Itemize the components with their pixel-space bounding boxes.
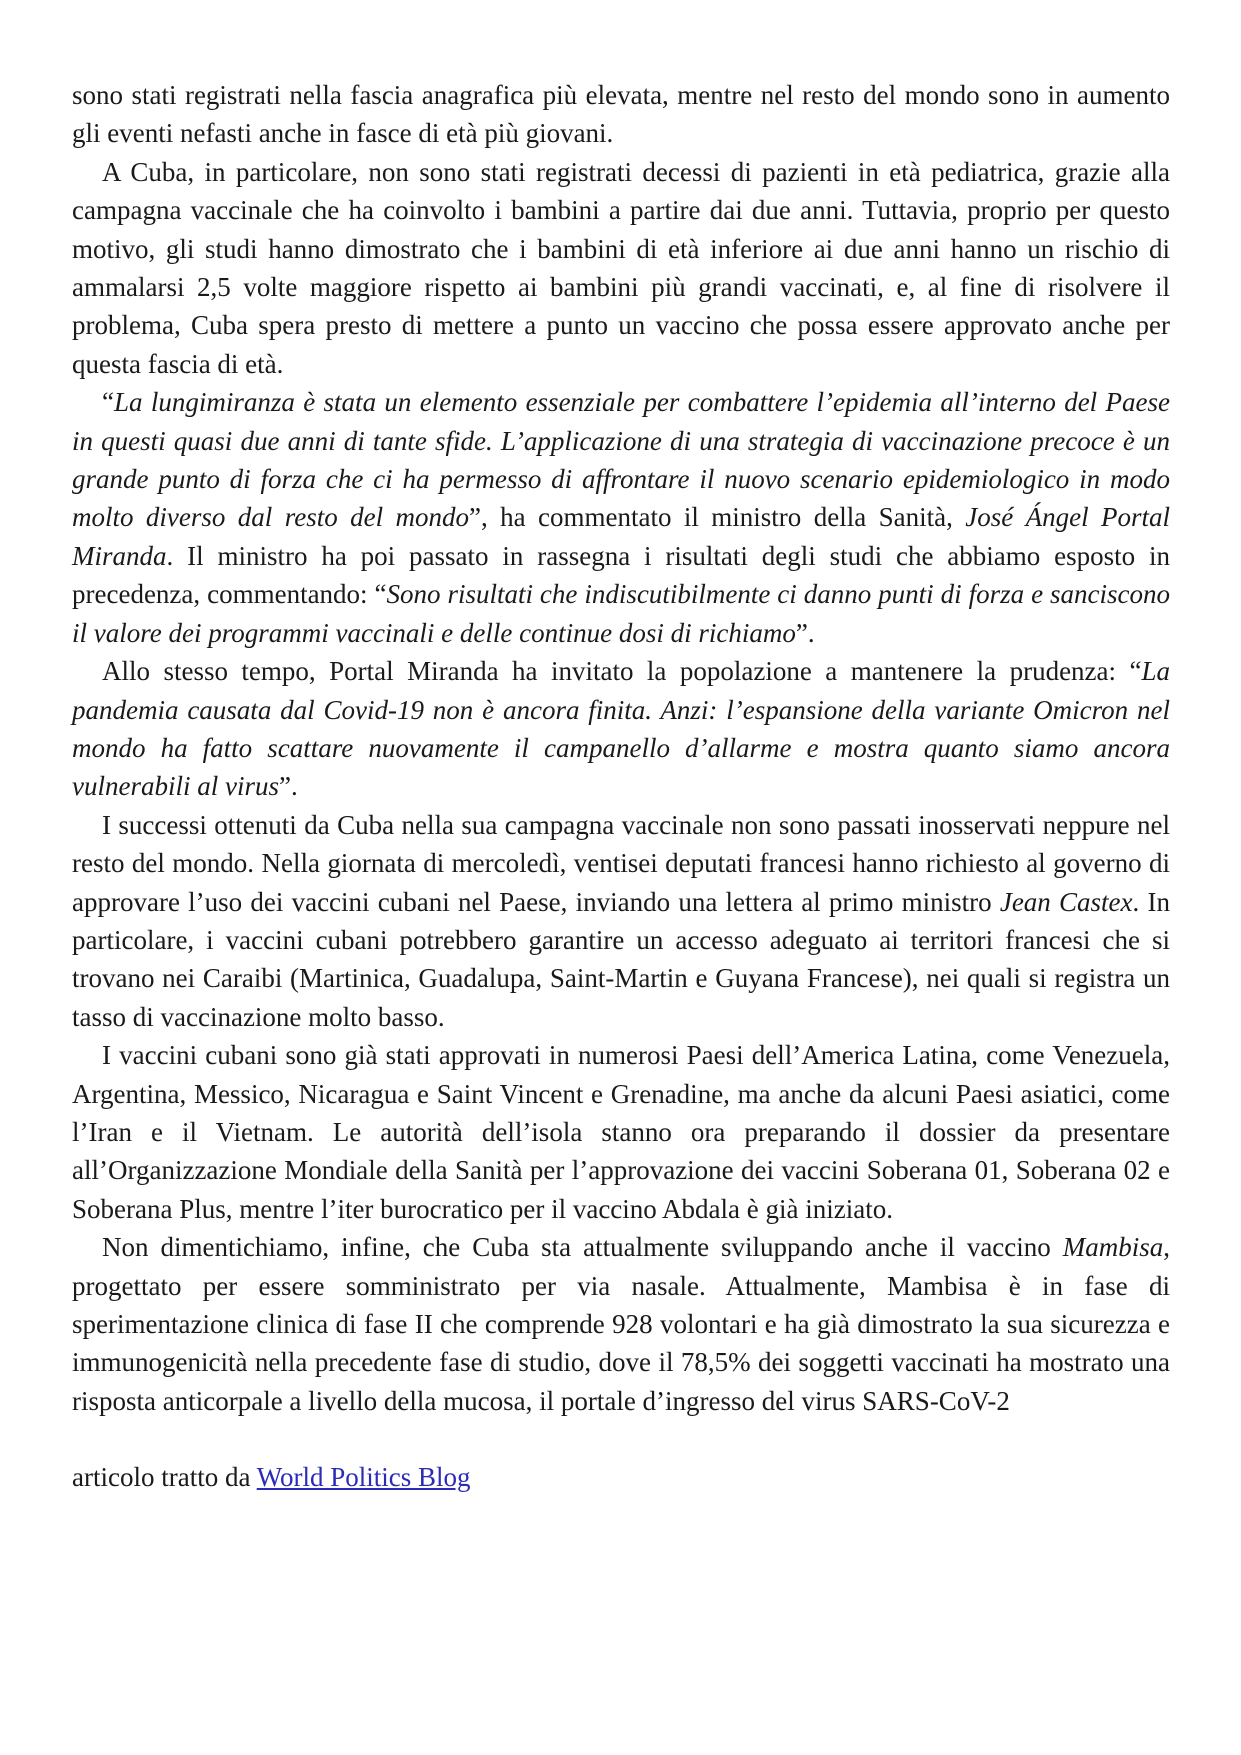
- italic-text: La pandemia causata dal Covid-19 non è ancora finita. Anzi: l’espansione della variante Omicron nel mondo ha fatto scattare nuovamente il campanello d’allarme e mostra quanto siamo ancora vulnerabili al virus: [72, 656, 1170, 802]
- text-run: . Il ministro ha poi passato in rassegna i risultati degli studi che abbiamo esposto in precedenza, commentando: “: [72, 540, 1170, 610]
- source-prefix: articolo tratto da: [72, 1462, 257, 1493]
- text-run: ”.: [795, 617, 815, 648]
- source-link[interactable]: World Politics Blog: [256, 1462, 471, 1493]
- italic-text: Sono risultati che indiscutibilmente ci danno punti di forza e sanciscono il valore dei programmi vaccinali e delle continue dosi di richiamo: [72, 579, 1170, 648]
- italic-text: La lungimiranza è stata un elemento essenziale per combattere l’epidemia all’interno del Paese in questi quasi due anni di tante sfide. L’applicazione di una strategia di vaccinazione precoce è un grande punto di forza che ci ha permesso di affrontare il nuovo scenario epidemiologico in modo molto diverso dal resto del mondo: [72, 387, 1170, 533]
- text-run: A Cuba, in particolare, non sono stati registrati decessi di pazienti in età pediatrica, grazie alla campagna vaccinale che ha coinvolto i bambini a partire dai due anni. Tuttavia, proprio per questo motivo, gli studi hanno dimostrato che i bambini di età inferiore ai due anni hanno un rischio di ammalarsi 2,5 volte maggiore rispetto ai bambini più grandi vaccinati, e, al fine di risolvere il problema, Cuba spera presto di mettere a punto un vaccino che possa essere approvato anche per questa fascia di età.: [72, 156, 1170, 379]
- text-run: Non dimentichiamo, infine, che Cuba sta attualmente sviluppando anche il vaccino: [102, 1232, 1063, 1263]
- text-run: Allo stesso tempo, Portal Miranda ha invitato la popolazione a mantenere la prudenza: “: [102, 656, 1142, 687]
- paragraph: [72, 652, 1170, 806]
- paragraph: [72, 1036, 1170, 1228]
- text-run: . In particolare, i vaccini cubani potrebbero garantire un accesso adeguato ai territori francesi che si trovano nei Caraibi (Martinica, Guadalupa, Saint-Martin e Guyana Francese), nei quali si registra un tasso di vaccinazione molto basso.: [72, 886, 1170, 1032]
- source-line: [72, 1458, 1170, 1496]
- paragraph: [72, 383, 1170, 652]
- text-run: sono stati registrati nella fascia anagrafica più elevata, mentre nel resto del mondo sono in aumento gli eventi nefasti anche in fasce di età più giovani.: [72, 80, 1170, 149]
- text-run: “: [102, 387, 114, 418]
- article-body: [72, 76, 1170, 1497]
- paragraph: [72, 1228, 1170, 1420]
- paragraph: [72, 76, 1170, 153]
- text-run: ”, ha commentato il ministro della Sanità,: [469, 502, 966, 533]
- italic-text: José Ángel Portal Miranda: [72, 502, 1171, 571]
- text-run: I vaccini cubani sono già stati approvati in numerosi Paesi dell’America Latina, come Venezuela, Argentina, Messico, Nicaragua e Saint Vincent e Grenadine, ma anche da alcuni Paesi asiatici, come l’Iran e il Vietnam. Le autorità dell’isola stanno ora preparando il dossier da presentare all’Organizzazione Mondiale della Sanità per l’approvazione dei vaccini Soberana 01, Soberana 02 e Soberana Plus, mentre l’iter burocratico per il vaccino Abdala è già iniziato.: [72, 1040, 1170, 1224]
- paragraph: [72, 806, 1170, 1036]
- text-run: , progettato per essere somministrato per via nasale. Attualmente, Mambisa è in fase di sperimentazione clinica di fase II che comprende 928 volontari e ha già dimostrato la sua sicurezza e immunogenicità nella precedente fase di studio, dove il 78,5% dei soggetti vaccinati ha mostrato una risposta anticorpale a livello della mucosa, il portale d’ingresso del virus SARS-CoV-2: [72, 1232, 1170, 1416]
- article-paragraphs: [72, 76, 1170, 1420]
- paragraph: [72, 153, 1170, 383]
- italic-text: Mambisa: [1062, 1232, 1164, 1263]
- text-run: I successi ottenuti da Cuba nella sua campagna vaccinale non sono passati inosservati neppure nel resto del mondo. Nella giornata di mercoledì, ventisei deputati francesi hanno richiesto al governo di approvare l’uso dei vaccini cubani nel Paese, inviando una lettera al primo ministro: [72, 809, 1170, 917]
- text-run: ”.: [278, 771, 298, 802]
- italic-text: Jean Castex: [999, 886, 1133, 917]
